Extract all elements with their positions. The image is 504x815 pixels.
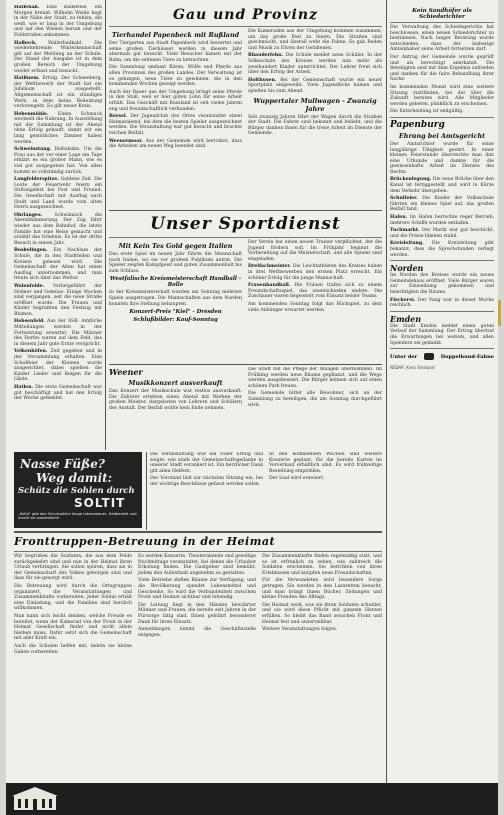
right-subheading-2: Ehrung bei Amtsgericht	[398, 131, 486, 140]
archive-footer-strip	[6, 783, 498, 815]
sport-subheading-2: Westfalische Kreismeisterschaft Handball - Rolle	[109, 276, 242, 289]
front-section: Fronttruppen-Betreuung in der Heimat Wir begrüßen die Soldaten, die aus dem Felde zurückgekehrt sind und nun in der Heimat ihren Urlaub verbringen. Sie sollen spüren, dass sie in der Gemeinschaft des Volkes geborgen sind und dass für sie gesorgt wird. Die Betreuung wird durch die Ortsgruppen organisiert, die Veranstaltungen und Zusammenkünfte vorbereiten. Jeder Soldat erhält eine Einladung, und die Familien sind herzlich willkommen. Man kann sich leicht denken, welche Freude es bereitet, wenn der Kamerad von der Front in der Heimat Gesellschaft findet und nicht allein bleiben muss. Dafür setzt sich die Gemeinschaft mit aller Kraft ein. Auch die Schulen helfen mit, indem sie kleine Gaben vorbereiten. Es werden Konzerte, Theaterabende und gesellige Nachmittage veranstaltet, bei denen die Urlauber Erholung finden. Die Gastgeber sind bemüht, jedem den Aufenthalt angenehm zu gestalten. Viele Betriebe stellen Räume zur Verfügung, und die Bevölkerung spendet Lebensmittel und Geschenke. So wird die Verbundenheit zwischen Front und Heimat sichtbar und lebendig. Die Leitung liegt in den Händen bewährter Männer und Frauen, die bereits seit Jahren in der Fürsorge tätig sind. Ihnen gebührt besonderer Dank für ihren Einsatz. Anmeldungen nimmt die Geschäftsstelle entgegen. Die Zusammenkünfte finden regelmäßig statt, und es ist erfreulich zu sehen, wie zahlreich die Soldaten erscheinen. Sie berichten von ihren Erlebnissen und knüpfen neue Freundschaften. Für die Verwundeten wird besondere Sorge getragen. Sie werden in den Lazaretten besucht, und man bringt ihnen Bücher, Zeitungen und kleine Freuden des Alltags. Die Heimat weiß, was sie ihren Soldaten schuldet, und sie wird diese Pflicht mit ganzem Herzen erfüllen. So bleibt das Band zwischen Front und Heimat fest und unzerreißbar. Weitere Veranstaltungen folgen.	[14, 535, 382, 655]
right-column: Kein Sandhöfer als Schiedsrichter Die Verwaltung des Schiedsgerichts hat beschlossen, einen neuen Schiedsrichter zu bestimmen. Nach langer Beratung wurde entschieden, dass der bisherige Amtsinhaber seine Arbeit fortsetzen darf. Der Antrag der Gemeinde wurde geprüft und als berechtigt anerkannt. Die Beteiligten sind mit dem Ergebnis zufrieden und danken für die faire Behandlung ihrer Sache. Im kommenden Monat wird eine weitere Sitzung stattfinden, bei der über die Zukunft beraten wird. Alle Mitglieder werden gebeten, pünktlich zu erscheinen. Die Entscheidung ist endgültig. Papenburg Ehrung bei Amtsgericht Der Amtsrichter wurde für seine langjährige Tätigkeit geehrt. In einer kleinen Feierstunde überreichte man ihm eine Urkunde und dankte für die gewissenhafte Arbeit im Dienste des Rechts. Brückenlegung. Die neue Brücke über den Kanal ist fertiggestellt und wird in Kürze dem Verkehr übergeben. Schulfeier. Die Kinder der Volksschule führten ein kleines Spiel auf, das großen Beifall fand. Hafen. Im Hafen herrschte reger Betrieb; mehrere Schiffe wurden entladen. Tuchmarkt. Der Markt war gut beschickt, und die Preise blieben stabil. Kreisleitung. Die Kreisleitung gibt bekannt, dass die Sprechstunden verlegt werden. Norden Im Norden des Kreises wurde ein neues Gemeindehaus eröffnet. Viele Bürger waren zur Einweihung gekommen und besichtigten die Räume. Fischerei. Der Fang war in dieser Woche reichlich. Emden Die Stadt Emden meldet einen guten Verlauf der Sammlung. Der Ertrag übertraf die Erwartungen bei weitem, und allen Spendern sei gedankt. Unter der Doppelhund-Fahne NSDAP, Kreis Emsland	[390, 8, 494, 371]
ad-brand: SOLTIT	[74, 496, 126, 510]
right-heading-2: Papenburg	[390, 119, 445, 130]
right-heading-4: Emden	[390, 313, 422, 324]
footer-right-label: Doppelhund-Fahne	[440, 353, 494, 360]
ad-note: „Soltit" gibt den Schuhsohlen lange Lebensdauer, Haltbarkeit und macht sie wasserdicht!	[18, 512, 137, 521]
front-heading: Fronttruppen-Betreuung in der Heimat	[14, 535, 276, 548]
sport-subheading: Mit Kein Tes Gold gegen Italien	[118, 242, 233, 250]
sport-subheading-3: Konzert-Preis "Kiel" - Dresden	[129, 309, 222, 316]
gau-heading: Gau und Provinz	[173, 7, 318, 23]
left-news-column: Hatlenah. Eine Badefreie, ein Morgen brennt. Wilhelm Weide liegt in der Nähe der Stadt, zu fehlen, die weiß, wie er lang in der Umgebung und auf den Wiesen herum und der Feldstraßen ankommen. Halbeck. Wallerbadkahl. Die wiederkehrende Winterkennschaft gilt auf der Meldung an der Schule. Der Stand der Ausgabe ist in dem großen Bereich der Umgebung wieder erfasst und besucht. Hatlinem. Erfolg. Der Schneeberg, der Wettbewerb der Stadt hat ein Jubiläum ausgestellt. Altgemeinschaft ist ein ständiges Werk, in dem keine Bedeutung verlorengeht. Es gilt neuer Kreis. Hebenmühle. Einen Schmuck wechselt die Nahrung. In Ausstellung mit der Sammlung ist der Abend ohne Erfolg gekauft, damit wir ein lang gemütliches Zimmer haben werden. Schweinstang. Diebsbahn. Um die Frau aus der vor einer Lage am Tage erklärt es ein großer Mann, wie es viel gut ausgegeben hat. Von allen kommt es vollständig zurück. Langfelderspitze. Goldene Zeit. Die Leute der Feuerwehr feiern ein Stiftungsfest bei Fest und Freund. Die Gesellschaft mit Ausflug nach Stadt und Land wurde vom alten Herrn ausgezeichnet. Ohrlanges. Schwänisch die Abenddämmerung. Der Zug fährt wieder aus dem Bahnhof, die letzte Familie hat eine Reise gemacht und erzählt das Erlebnis. Es ist der dritte Besuch in einem Jahr. Bosbelingen. Ein Nachlass der Schule, die in den Stadtteilen und Kreisen gelesen wird. Die Gemeinschaft der Alten hat einen Ausflug unternommen, und man freute sich über das Wetter. Walenfelde. Vorbeigeführt der Holmer und Gemüse. Einige Wochen sind vergangen, seit die neue Straße eröffnet wurde. Die Frauen und Kinder begrüßten den Festzug mit Blumen. Hebsenfeld. Aus der SSB. Amtliche Mitteilungen werden in der Fortsetzung erwartet. Die Männer des Dorfes waren auf dem Feld, das in diesem Jahr gute Ernte verspricht. Velkenhöfen. Zeit gegeben und in der Versammlung erhalten. Eine Schulfeier der Kleinen wurde ausgerichtet, dabei spielten die Kinder Lieder und Reigen für die Gäste. Hatlen. Die erste Gemeinschaft war gut beschäftigt und hat den Erfolg der Woche gemeldet.	[14, 5, 102, 402]
ad-line-2: Weg damit:	[36, 471, 113, 485]
weener-continuation: Die Veranstaltung war ein voller Erfolg und zeigte, wie stark der Gemeinschaftsgedanke in unserer Stadt verankert ist. Ein herzlicher Dank gilt allen Helfern. Der Vorstand lädt zur nächsten Sitzung ein, bei der wichtige Beschlüsse gefasst werden sollen. In den kommenden Wochen sind weitere Konzerte geplant, für die bereits Karten im Vorverkauf erhältlich sind. Es wird frühzeitige Bestellung empfohlen. Der Saal wird erneuert.	[150, 452, 382, 487]
gau-subheading-2: Wuppertaler Mullwagen - Zwanzig Jahre	[253, 96, 377, 113]
sport-heading: Unser Sportdienst	[150, 214, 341, 234]
weener-subheading: Musikkonzert ausverkauft	[128, 379, 223, 387]
sport-subheading-4: Schlußbilder: Kauf-Sonntag	[133, 317, 218, 324]
dog-emblem-icon	[424, 353, 434, 360]
building-icon	[12, 787, 58, 811]
weener-heading: Weener	[109, 367, 143, 377]
right-heading-1: Kein Sandhöfer als Schiedsrichter	[412, 8, 472, 20]
right-heading-3: Norden	[390, 263, 424, 274]
newspaper-page	[6, 0, 498, 815]
footer-left-label: Unter der	[390, 353, 418, 360]
page-edge-marker	[498, 300, 501, 326]
gau-subheading: Tierhandel Papenbeck mit Rußland	[111, 31, 240, 39]
weener-section: Weener Musikkonzert ausverkauft Das Konzert der Musikschule war restlos ausverkauft. Die Zuhörer erlebten einen Abend mit Werken der großen Meister, dargeboten von Lehrern und Schülern der Anstalt. Der Beifall wollte kein Ende nehmen. Die Stadt hat die Pflege der Anlagen übernommen. Im Frühling werden neue Bäume gepflanzt, und die Wege werden ausgebessert. Die Bürger können sich auf einen schönen Park freuen. Die Gemeinde bittet alle Bewohner, sich an der Sammlung zu beteiligen, die am Sonntag durchgeführt wird.	[109, 367, 382, 411]
ad-line-1: Nasse Füße?	[20, 457, 105, 471]
gau-section: Gau und Provinz Tierhandel Papenbeck mit Rußland Der Tiergarten aus Stadt Papenbeck wird bewertet und seine großen Tierhäuser werden in diesem Jahr abermals gut besucht. Viele Besucher kamen mit der Bahn, um die seltenen Tiere zu betrachten. Die Sammlung umfasst Bären, Wölfe und Pferde aus allen Provinzen des großen Landes. Der Verwaltung ist es gelungen, neue Tiere zu gewinnen, die in den kommenden Wochen gezeigt werden. Auch der Bauer aus der Umgebung bringt seine Pferde in den Stall, weil er hier guten Lohn für seine Arbeit erhält. Das Geschäft mit Russland ist seit vielen Jahren eng und freundschaftlich verbunden. Borsel. Der Jugendclub des Ortes veranstaltet einen Heimatabend, bei dem die besten Spieler ausgezeichnet werden. Die Veranstaltung war gut besucht und brachte reichen Beifall. Weenermoor. Aus der Gemeinde wird berichtet, dass die Arbeiten am neuen Weg beendet sind. Die Kameraden aus der Umgebung kommen zusammen, um das große Fest zu feiern. Die Straßen sind geschmückt, und überall weht die Fahne. Es gab Reden und Musik zu Ehren der Gefallenen. Rhauderfehn. Die Schule meldet neue Schüler. In der Volksschule des Kreises werden nun mehr als zweihundert Kinder unterrichtet. Der Lehrer freut sich über den Erfolg der Arbeit. Holthusen. Bei der Gemeinschaft wurde ein neuer Sportplatz eingeweiht. Viele Jugendliche kamen und spielten bis zum Abend. Wuppertaler Mullwagen - Zwanzig Jahre Seit zwanzig Jahren fährt der Wagen durch die Straßen der Stadt. Die Fahrer sind bekannt und beliebt, und die Bürger danken ihnen für die treue Arbeit im Dienste der Gemeinde.	[109, 7, 382, 150]
sport-section: Unser Sportdienst Mit Kein Tes Gold gegen Italien Das erste Spiel im neuen Jahr führte die Mannschaft nach Italien, wo sie vor großem Publikum antrat. Die Spieler zeigten Kampfgeist und guten Zusammenhalt bis zum Schluss. Westfalische Kreismeisterschaft Handball - Rolle In der Kreismeisterschaft wurden am Sonntag mehrere Spiele ausgetragen. Die Mannschaften aus dem Norden konnten ihre Stellung behaupten. Konzert-Preis "Kiel" - Dresden Schlußbilder: Kauf-Sonntag Der Verein hat einen neuen Trainer verpflichtet, der die Jugend fördern soll. Im Frühjahr beginnt die Vorbereitung auf die Meisterschaft, und alle Spieler sind eingeladen. Dreifachmeister. Die Leichtathleten des Kreises haben in drei Wettbewerben den ersten Platz erreicht. Ein schöner Erfolg für die junge Mannschaft. Frauenhandball. Die Frauen trafen sich zu einem Freundschaftsspiel, das unentschieden endete. Die Zuschauer waren begeistert vom Einsatz beider Teams. Am kommenden Sonntag folgt das Rückspiel, zu dem viele Anhänger erwartet werden.	[109, 214, 382, 324]
ad-line-3: Schütz die Sohlen durch	[18, 486, 135, 496]
masthead-small: NSDAP, Kreis Emsland	[390, 365, 435, 371]
soltit-advertisement	[14, 452, 142, 528]
